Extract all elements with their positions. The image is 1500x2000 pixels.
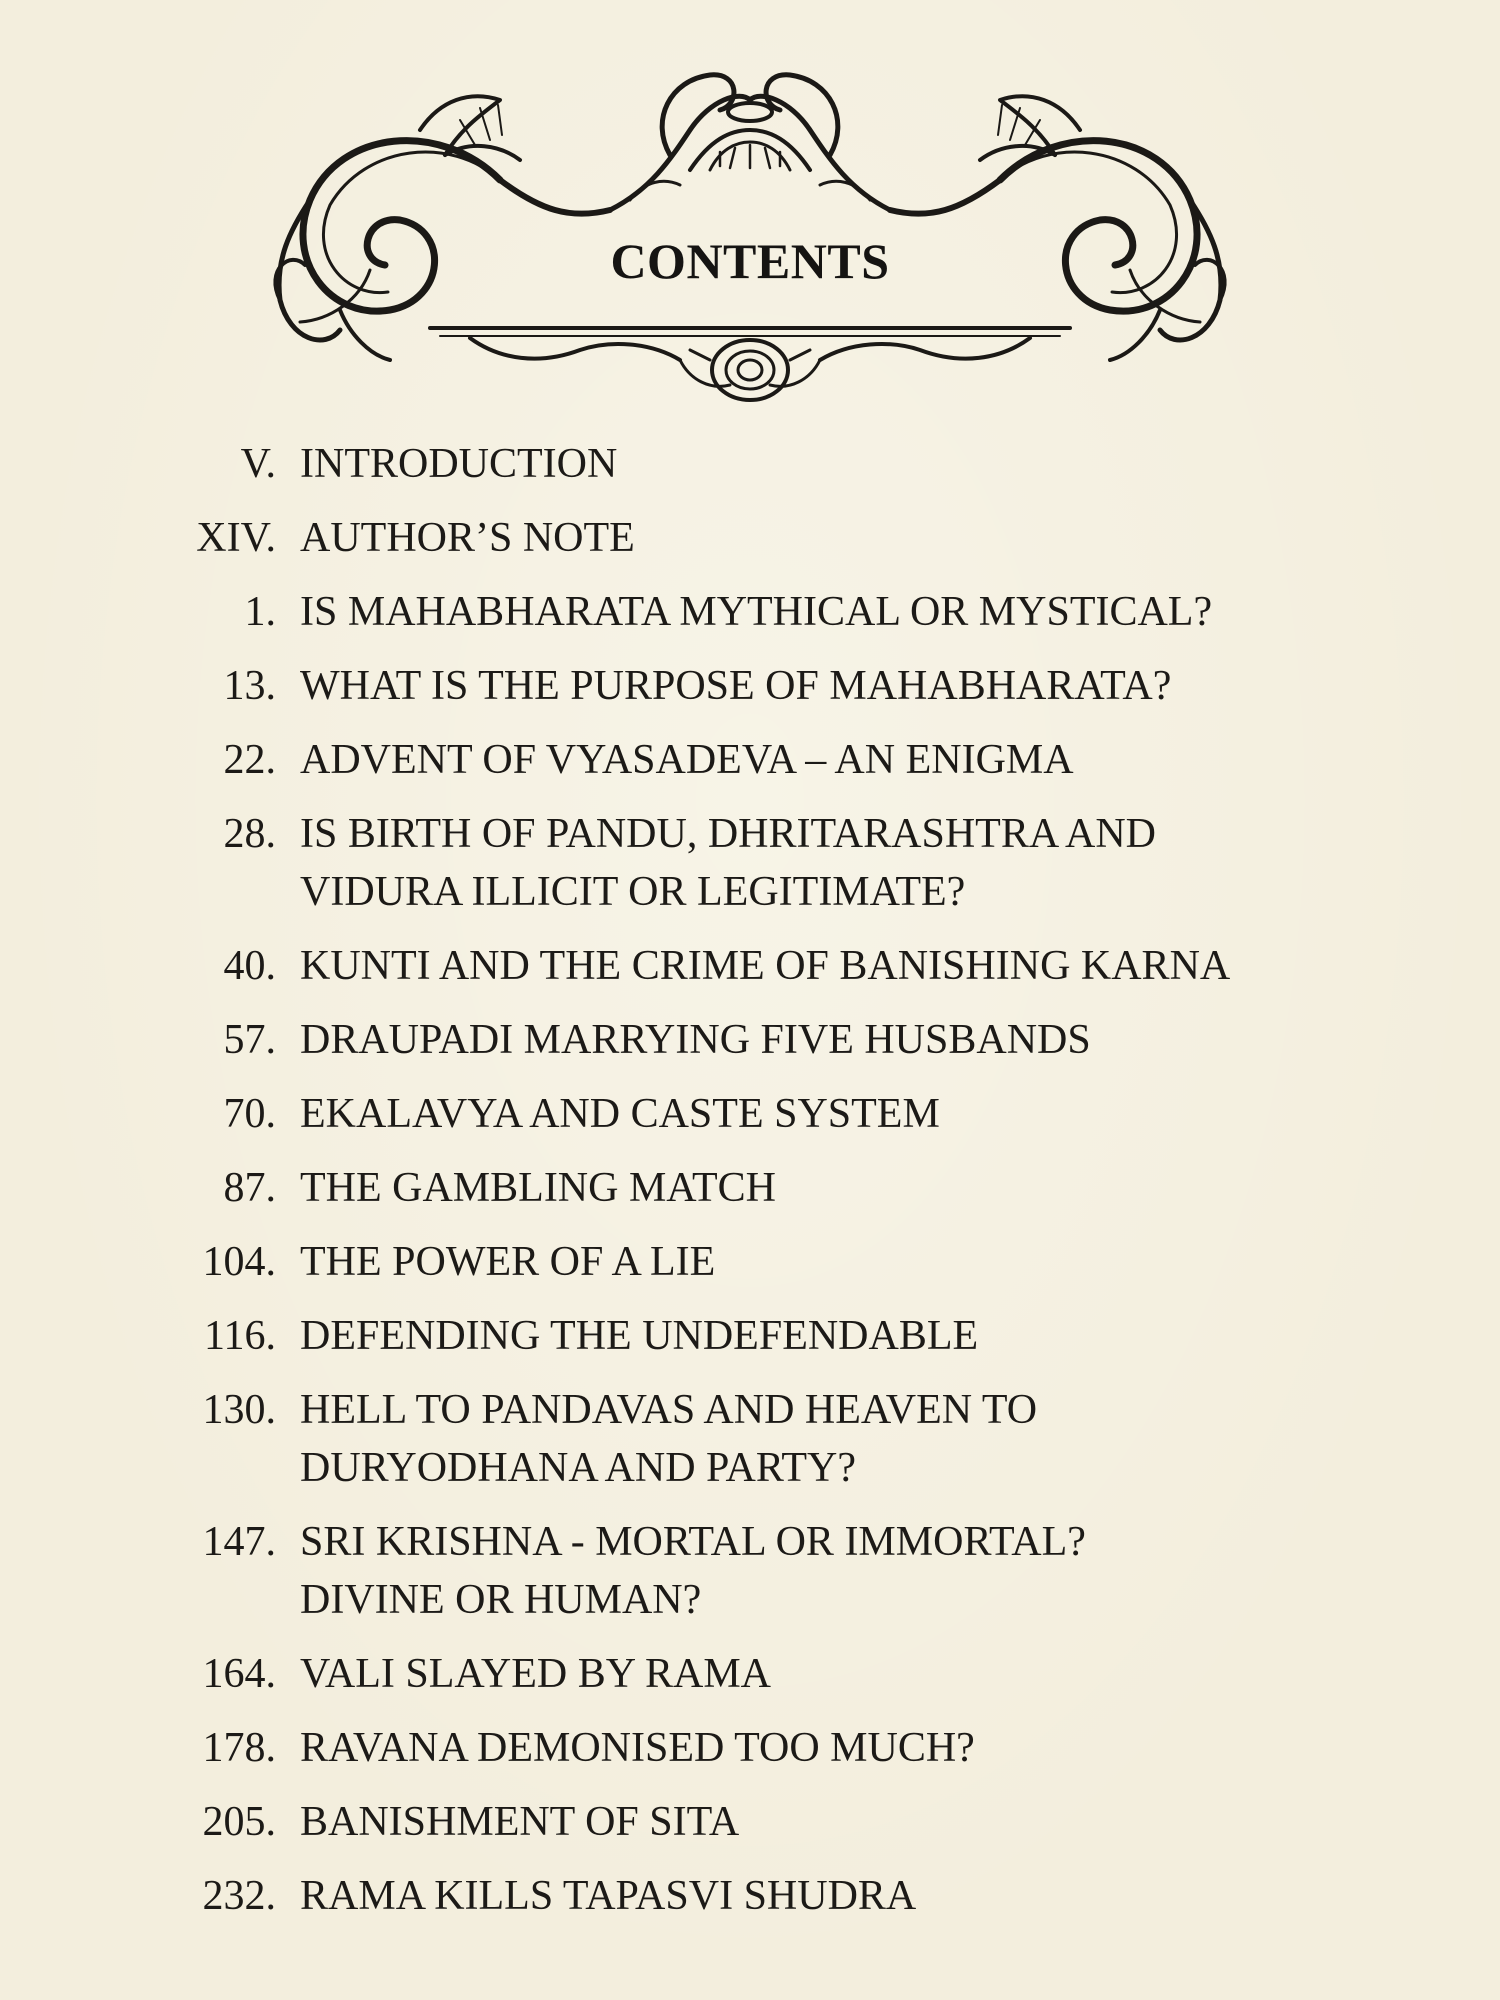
- toc-chapter-title-line: WHAT IS THE PURPOSE OF MAHABHARATA?: [300, 663, 1172, 709]
- toc-chapter-title: [300, 937, 1350, 995]
- toc-page-number: V.: [240, 441, 276, 487]
- toc-entry: [0, 583, 1500, 641]
- toc-entry: [0, 1011, 1500, 1069]
- toc-page-number: XIV.: [196, 515, 276, 561]
- toc-entry: [0, 1719, 1500, 1777]
- table-of-contents: [0, 435, 1500, 1941]
- toc-chapter-title: [300, 1233, 1350, 1291]
- toc-chapter-title-line: BANISHMENT OF SITA: [300, 1799, 740, 1845]
- toc-entry: [0, 1381, 1500, 1497]
- toc-chapter-title-line: IS MAHABHARATA MYTHICAL OR MYSTICAL?: [300, 589, 1213, 635]
- toc-chapter-title: [300, 1381, 1350, 1497]
- toc-chapter-title-line: KUNTI AND THE CRIME OF BANISHING KARNA: [300, 943, 1231, 989]
- toc-chapter-title-line: ADVENT OF VYASADEVA – AN ENIGMA: [300, 737, 1074, 783]
- toc-chapter-title: [300, 1867, 1350, 1925]
- toc-page-number: 104.: [202, 1239, 276, 1285]
- toc-page-number: 205.: [202, 1799, 276, 1845]
- toc-chapter-title-line: RAMA KILLS TAPASVI SHUDRA: [300, 1873, 917, 1919]
- toc-page-number: 116.: [204, 1313, 276, 1359]
- toc-chapter-title-line: DRAUPADI MARRYING FIVE HUSBANDS: [300, 1017, 1091, 1063]
- toc-chapter-title: [300, 435, 1350, 493]
- toc-entry: [0, 1233, 1500, 1291]
- toc-chapter-title: [300, 1513, 1350, 1629]
- toc-entry: [0, 1645, 1500, 1703]
- toc-entry: [0, 1513, 1500, 1629]
- toc-chapter-title-line: THE GAMBLING MATCH: [300, 1165, 776, 1211]
- toc-entry: [0, 1793, 1500, 1851]
- toc-chapter-title-line: SRI KRISHNA - MORTAL OR IMMORTAL?: [300, 1519, 1086, 1565]
- toc-entry: [0, 1867, 1500, 1925]
- toc-chapter-title: [300, 805, 1350, 921]
- toc-chapter-title-line: INTRODUCTION: [300, 441, 618, 487]
- toc-page-number: 147.: [202, 1519, 276, 1565]
- toc-chapter-title-line: HELL TO PANDAVAS AND HEAVEN TO: [300, 1387, 1038, 1433]
- toc-page-number: 130.: [202, 1387, 276, 1433]
- toc-chapter-title-line: DIVINE OR HUMAN?: [300, 1577, 702, 1623]
- toc-page-number: 1.: [244, 589, 276, 635]
- toc-chapter-title-line: DEFENDING THE UNDEFENDABLE: [300, 1313, 979, 1359]
- toc-chapter-title-line: IS BIRTH OF PANDU, DHRITARASHTRA AND: [300, 811, 1157, 857]
- toc-page-number: 164.: [202, 1651, 276, 1697]
- toc-entry: [0, 435, 1500, 493]
- toc-chapter-title: [300, 1307, 1350, 1365]
- toc-chapter-title: [300, 1159, 1350, 1217]
- toc-chapter-title: [300, 657, 1350, 715]
- toc-chapter-title: [300, 1645, 1350, 1703]
- toc-entry: [0, 937, 1500, 995]
- toc-chapter-title: [300, 1085, 1350, 1143]
- toc-chapter-title: [300, 1793, 1350, 1851]
- toc-page-number: 28.: [223, 811, 276, 857]
- toc-page-number: 22.: [223, 737, 276, 783]
- toc-entry: [0, 657, 1500, 715]
- toc-entry: [0, 1159, 1500, 1217]
- toc-chapter-title-line: RAVANA DEMONISED TOO MUCH?: [300, 1725, 975, 1771]
- toc-page-number: 232.: [202, 1873, 276, 1919]
- toc-page-number: 40.: [223, 943, 276, 989]
- toc-chapter-title-line: AUTHOR’S NOTE: [300, 515, 635, 561]
- toc-chapter-title-line: VIDURA ILLICIT OR LEGITIMATE?: [300, 869, 966, 915]
- toc-page-number: 70.: [223, 1091, 276, 1137]
- toc-page-number: 87.: [223, 1165, 276, 1211]
- toc-chapter-title: [300, 1011, 1350, 1069]
- toc-chapter-title-line: THE POWER OF A LIE: [300, 1239, 716, 1285]
- toc-chapter-title-line: VALI SLAYED BY RAMA: [300, 1651, 772, 1697]
- toc-entry: [0, 805, 1500, 921]
- toc-entry: [0, 1085, 1500, 1143]
- toc-chapter-title-line: DURYODHANA AND PARTY?: [300, 1445, 856, 1491]
- toc-page-number: 57.: [223, 1017, 276, 1063]
- toc-entry: [0, 509, 1500, 567]
- toc-page-number: 178.: [202, 1725, 276, 1771]
- page-title: CONTENTS: [610, 233, 890, 289]
- toc-entry: [0, 731, 1500, 789]
- toc-chapter-title: [300, 509, 1350, 567]
- toc-chapter-title: [300, 731, 1350, 789]
- toc-entry: [0, 1307, 1500, 1365]
- toc-page-number: 13.: [223, 663, 276, 709]
- toc-chapter-title: [300, 1719, 1350, 1777]
- toc-chapter-title: [300, 583, 1350, 641]
- toc-chapter-title-line: EKALAVYA AND CASTE SYSTEM: [300, 1091, 940, 1137]
